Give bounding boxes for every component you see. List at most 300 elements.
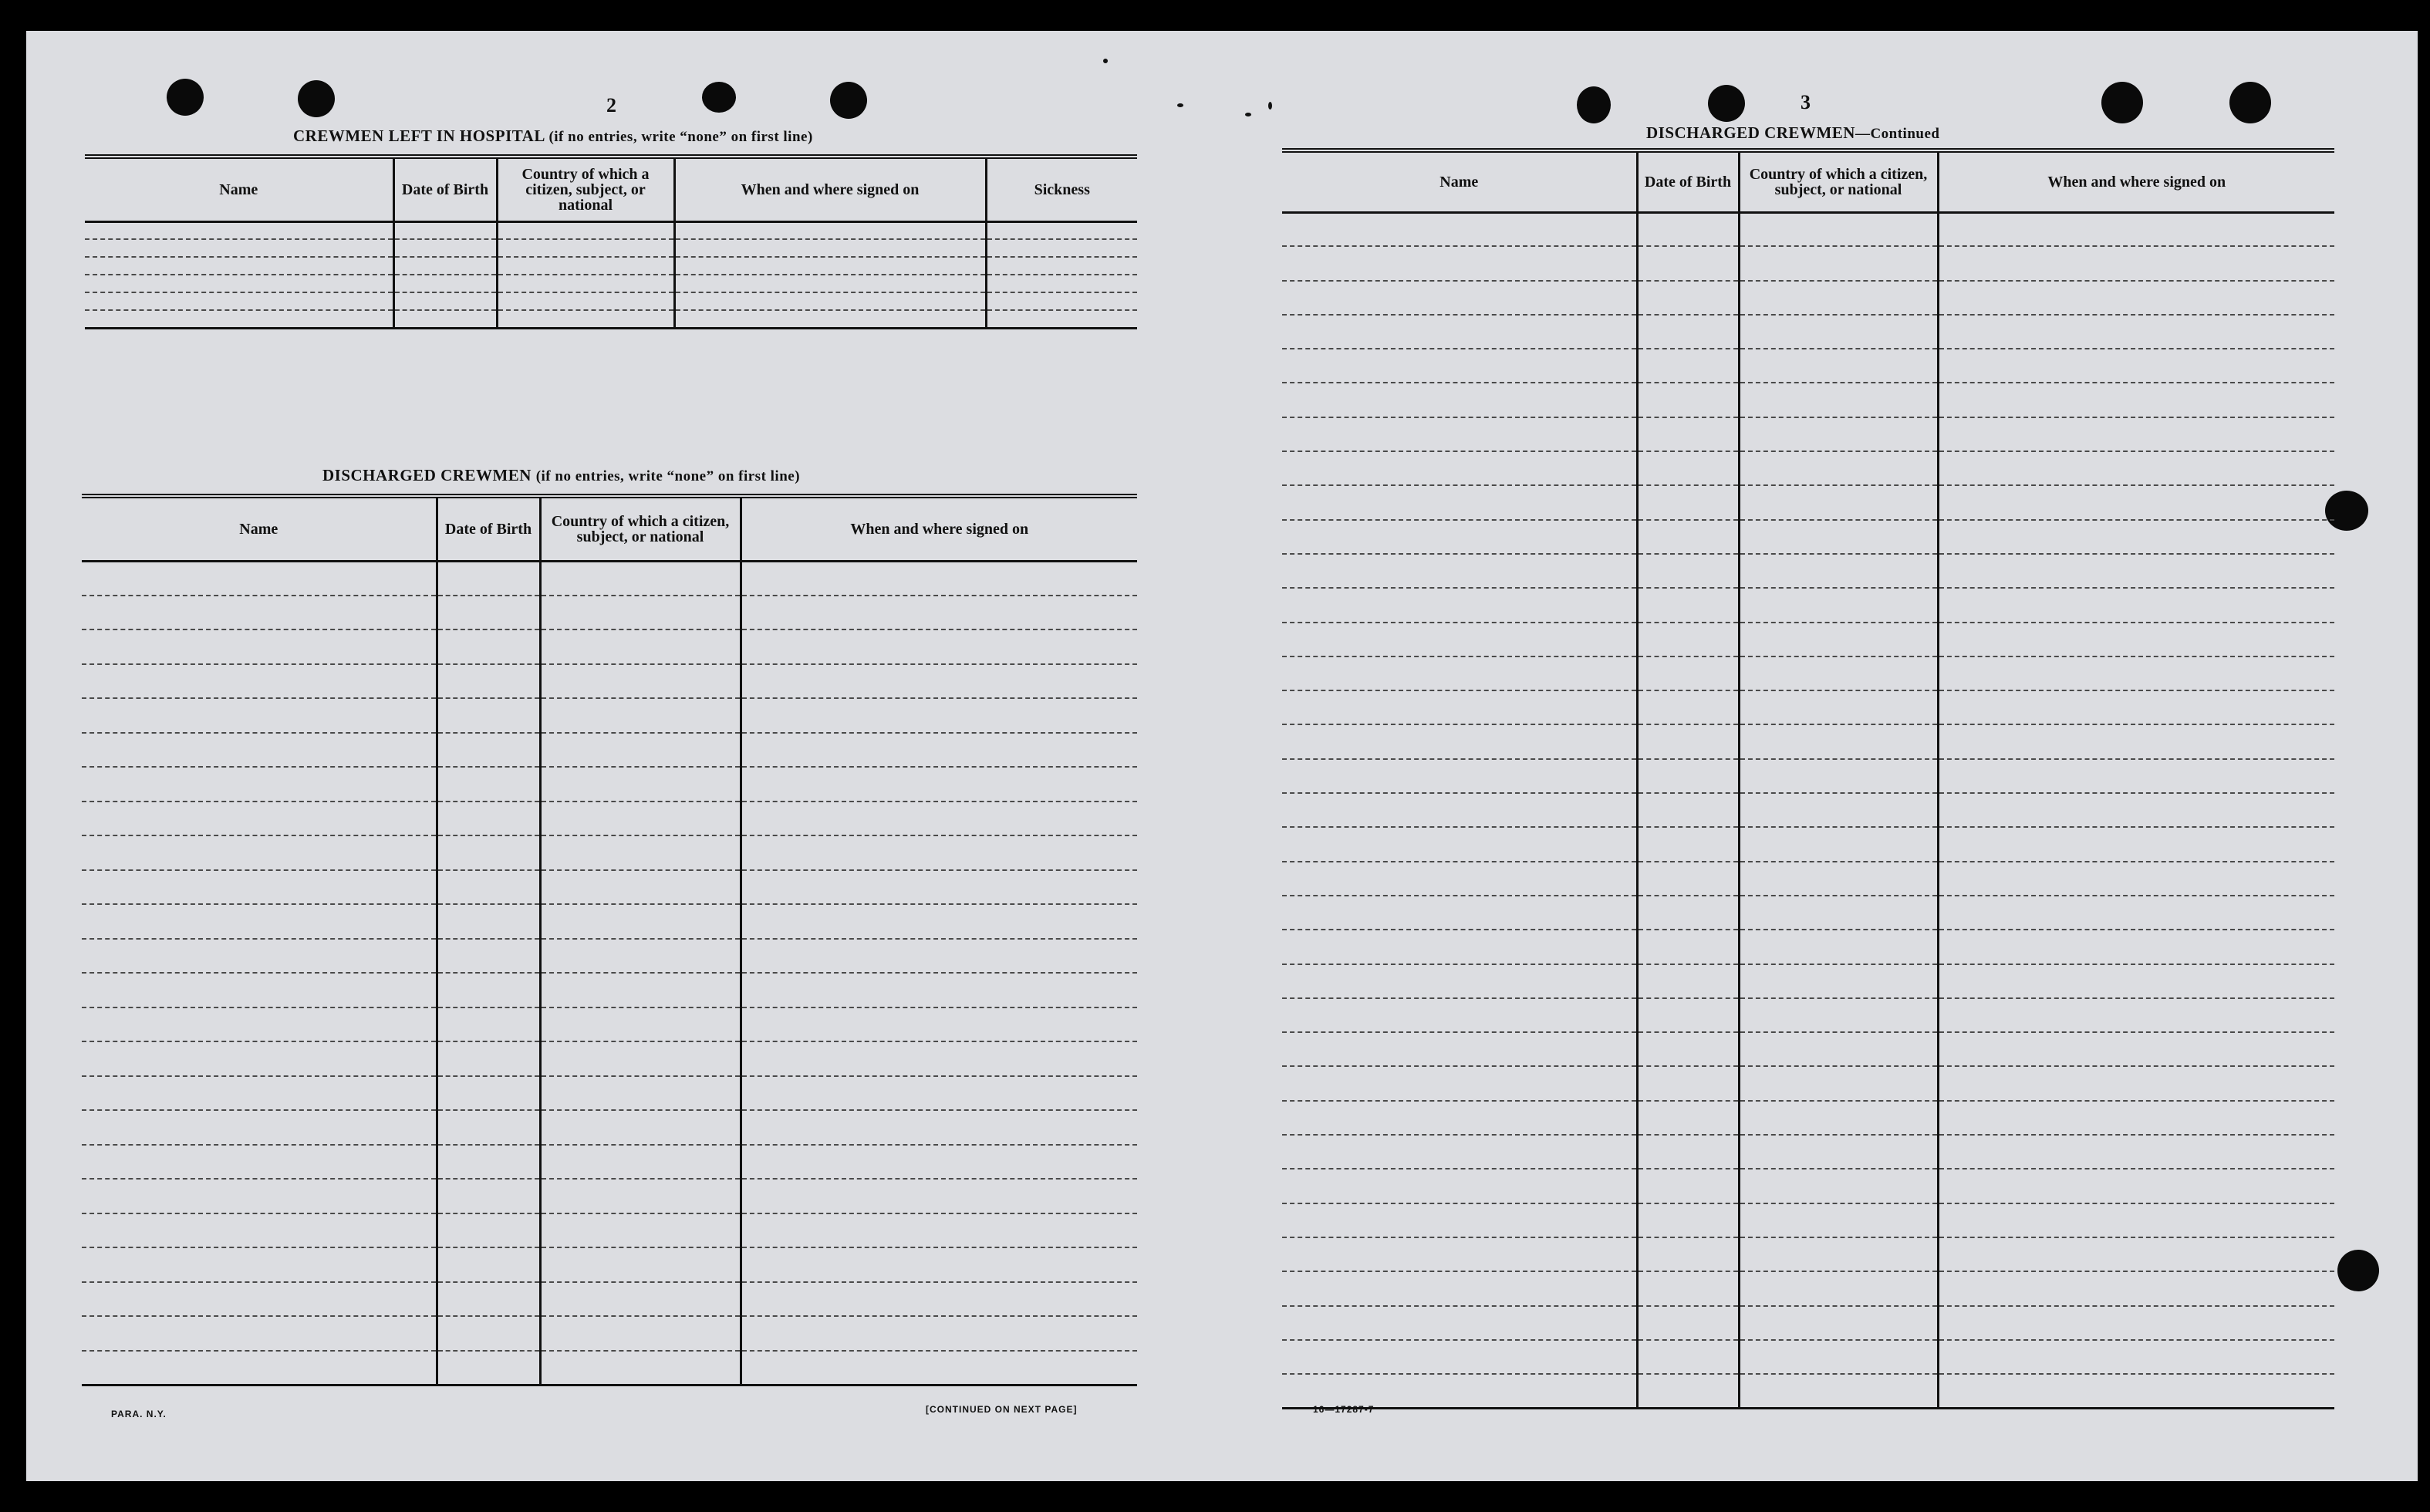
blank-cell <box>393 275 497 292</box>
blank-cell <box>82 1282 437 1317</box>
blank-cell <box>1637 383 1739 417</box>
discharged-row <box>82 767 1137 802</box>
blank-cell <box>82 1007 437 1042</box>
blank-cell <box>497 257 674 275</box>
hospital-title-note: (if no entries, write “none” on first line) <box>548 129 813 145</box>
discharged-row <box>82 973 1137 1007</box>
blank-cell <box>85 239 393 257</box>
blank-cell <box>1637 964 1739 998</box>
blank-cell <box>741 1041 1137 1076</box>
blank-cell <box>497 221 674 239</box>
continued-row <box>1282 588 2334 622</box>
punch-hole <box>2101 82 2143 123</box>
blank-cell <box>741 1282 1137 1317</box>
continued-col-dob: Date of Birth <box>1637 150 1739 212</box>
continued-row <box>1282 930 2334 964</box>
blank-cell <box>986 292 1137 310</box>
blank-cell <box>82 1351 437 1385</box>
blank-cell <box>741 767 1137 802</box>
continued-col-country: Country of which a citizen, subject, or national <box>1739 150 1938 212</box>
blank-cell <box>1637 554 1739 588</box>
blank-cell <box>1637 485 1739 519</box>
blank-cell <box>497 292 674 310</box>
blank-cell <box>1282 1135 1637 1169</box>
continued-title-suffix: —Continued <box>1855 126 1940 142</box>
punch-hole <box>167 79 204 116</box>
blank-cell <box>540 1247 741 1282</box>
blank-cell <box>1637 520 1739 554</box>
blank-cell <box>540 767 741 802</box>
blank-cell <box>82 1247 437 1282</box>
blank-cell <box>1282 1101 1637 1135</box>
discharged-title-note: (if no entries, write “none” on first line) <box>535 468 801 484</box>
blank-cell <box>1739 1066 1938 1100</box>
blank-cell <box>82 802 437 836</box>
blank-cell <box>741 629 1137 664</box>
continued-row <box>1282 417 2334 451</box>
blank-cell <box>1282 827 1637 861</box>
blank-cell <box>1282 690 1637 724</box>
blank-cell <box>1637 724 1739 758</box>
hospital-col-sickness: Sickness <box>986 157 1137 221</box>
discharged-table <box>82 494 1137 1386</box>
blank-cell <box>540 904 741 939</box>
blank-cell <box>1637 349 1739 383</box>
discharged-row <box>82 835 1137 870</box>
hospital-col-signed-on: When and where signed on <box>674 157 986 221</box>
blank-cell <box>1637 827 1739 861</box>
blank-cell <box>1282 349 1637 383</box>
discharged-row <box>82 1110 1137 1145</box>
discharged-col-signed-on: When and where signed on <box>741 496 1137 561</box>
blank-cell <box>85 257 393 275</box>
blank-cell <box>1938 1306 2334 1340</box>
hospital-title-text: CREWMEN LEFT IN HOSPITAL <box>293 127 545 145</box>
continued-row <box>1282 383 2334 417</box>
blank-cell <box>741 1110 1137 1145</box>
blank-cell <box>540 629 741 664</box>
blank-cell <box>1739 1032 1938 1066</box>
discharged-row <box>82 1179 1137 1213</box>
blank-cell <box>1938 827 2334 861</box>
blank-cell <box>1938 1066 2334 1100</box>
discharged-row <box>82 1213 1137 1248</box>
blank-cell <box>82 870 437 905</box>
blank-cell <box>1739 383 1938 417</box>
hospital-row <box>85 275 1137 292</box>
continued-row <box>1282 520 2334 554</box>
blank-cell <box>540 664 741 699</box>
blank-cell <box>1938 485 2334 519</box>
punch-hole <box>298 80 335 117</box>
blank-cell <box>540 733 741 768</box>
blank-cell <box>82 1316 437 1351</box>
hospital-row <box>85 221 1137 239</box>
blank-cell <box>1739 417 1938 451</box>
hospital-col-name: Name <box>85 157 393 221</box>
blank-cell <box>1637 1101 1739 1135</box>
blank-cell <box>1637 759 1739 793</box>
blank-cell <box>393 239 497 257</box>
blank-cell <box>1938 588 2334 622</box>
blank-cell <box>1739 759 1938 793</box>
blank-cell <box>1938 1237 2334 1271</box>
blank-cell <box>1637 896 1739 930</box>
hospital-table <box>85 154 1137 329</box>
blank-cell <box>1637 417 1739 451</box>
blank-cell <box>85 292 393 310</box>
blank-cell <box>1938 964 2334 998</box>
blank-cell <box>1938 724 2334 758</box>
continued-col-name: Name <box>1282 150 1637 212</box>
blank-cell <box>82 698 437 733</box>
blank-cell <box>437 561 540 596</box>
blank-cell <box>82 973 437 1007</box>
blank-cell <box>1637 1032 1739 1066</box>
blank-cell <box>437 835 540 870</box>
blank-cell <box>1938 656 2334 690</box>
blank-cell <box>82 1179 437 1213</box>
dust-speck <box>1103 59 1108 63</box>
blank-cell <box>1282 383 1637 417</box>
discharged-row <box>82 1316 1137 1351</box>
form-sheet <box>26 31 2418 1481</box>
blank-cell <box>82 767 437 802</box>
blank-cell <box>1739 998 1938 1032</box>
blank-cell <box>1637 315 1739 349</box>
blank-cell <box>437 596 540 630</box>
blank-cell <box>1938 1374 2334 1408</box>
blank-cell <box>540 1213 741 1248</box>
blank-cell <box>1637 793 1739 827</box>
punch-hole <box>1708 85 1745 122</box>
blank-cell <box>1282 1203 1637 1237</box>
blank-cell <box>437 1213 540 1248</box>
blank-cell <box>1739 349 1938 383</box>
punch-hole <box>830 82 867 119</box>
continued-row <box>1282 896 2334 930</box>
blank-cell <box>1739 1306 1938 1340</box>
blank-cell <box>1938 212 2334 246</box>
blank-cell <box>1282 724 1637 758</box>
blank-cell <box>1938 759 2334 793</box>
blank-cell <box>1938 1169 2334 1203</box>
blank-cell <box>1637 1271 1739 1305</box>
blank-cell <box>82 1213 437 1248</box>
blank-cell <box>1282 930 1637 964</box>
blank-cell <box>741 1213 1137 1248</box>
blank-cell <box>540 698 741 733</box>
blank-cell <box>1282 1169 1637 1203</box>
continued-row <box>1282 862 2334 896</box>
blank-cell <box>1637 1066 1739 1100</box>
punch-hole <box>2229 82 2271 123</box>
blank-cell <box>1739 930 1938 964</box>
blank-cell <box>741 664 1137 699</box>
blank-cell <box>1938 1032 2334 1066</box>
blank-cell <box>741 1247 1137 1282</box>
blank-cell <box>437 802 540 836</box>
blank-cell <box>1938 1271 2334 1305</box>
blank-cell <box>1938 349 2334 383</box>
blank-cell <box>437 1247 540 1282</box>
blank-cell <box>1637 588 1739 622</box>
punch-hole <box>702 82 736 113</box>
blank-cell <box>1282 520 1637 554</box>
continued-row <box>1282 1066 2334 1100</box>
blank-cell <box>1938 623 2334 656</box>
footer-printer: PARA. N.Y. <box>111 1409 167 1419</box>
continued-row <box>1282 1237 2334 1271</box>
blank-cell <box>1282 246 1637 280</box>
discharged-section-title <box>322 466 800 485</box>
blank-cell <box>540 1282 741 1317</box>
continued-row <box>1282 1340 2334 1374</box>
blank-cell <box>986 310 1137 328</box>
blank-cell <box>1938 246 2334 280</box>
punch-hole <box>1577 86 1611 123</box>
hospital-col-dob: Date of Birth <box>393 157 497 221</box>
continued-row <box>1282 1271 2334 1305</box>
discharged-row <box>82 596 1137 630</box>
blank-cell <box>437 1282 540 1317</box>
continued-row <box>1282 623 2334 656</box>
blank-cell <box>85 310 393 328</box>
blank-cell <box>1739 1271 1938 1305</box>
blank-cell <box>1739 281 1938 315</box>
hospital-row <box>85 239 1137 257</box>
blank-cell <box>1938 1135 2334 1169</box>
blank-cell <box>1637 1169 1739 1203</box>
blank-cell <box>540 802 741 836</box>
blank-cell <box>497 310 674 328</box>
blank-cell <box>1282 1237 1637 1271</box>
blank-cell <box>1282 998 1637 1032</box>
discharged-row <box>82 939 1137 974</box>
blank-cell <box>393 257 497 275</box>
blank-cell <box>540 1041 741 1076</box>
blank-cell <box>85 221 393 239</box>
blank-cell <box>1938 896 2334 930</box>
blank-cell <box>82 664 437 699</box>
blank-cell <box>1637 1203 1739 1237</box>
blank-cell <box>1282 1271 1637 1305</box>
blank-cell <box>540 596 741 630</box>
blank-cell <box>540 973 741 1007</box>
blank-cell <box>1637 1340 1739 1374</box>
blank-cell <box>437 698 540 733</box>
blank-cell <box>1282 451 1637 485</box>
blank-cell <box>1637 281 1739 315</box>
blank-cell <box>540 939 741 974</box>
blank-cell <box>674 310 986 328</box>
blank-cell <box>540 1145 741 1180</box>
blank-cell <box>437 767 540 802</box>
footer-continued: [CONTINUED ON NEXT PAGE] <box>926 1404 1078 1415</box>
blank-cell <box>1282 623 1637 656</box>
continued-row <box>1282 212 2334 246</box>
hospital-row <box>85 257 1137 275</box>
blank-cell <box>1938 417 2334 451</box>
blank-cell <box>1938 383 2334 417</box>
blank-cell <box>540 1179 741 1213</box>
discharged-col-name: Name <box>82 496 437 561</box>
blank-cell <box>1282 588 1637 622</box>
blank-cell <box>1739 1374 1938 1408</box>
discharged-row <box>82 1247 1137 1282</box>
blank-cell <box>1938 1203 2334 1237</box>
blank-cell <box>393 310 497 328</box>
dust-speck <box>1245 113 1251 116</box>
blank-cell <box>1739 1340 1938 1374</box>
blank-cell <box>1739 451 1938 485</box>
page-number: 3 <box>1801 91 1811 113</box>
discharged-row <box>82 1145 1137 1180</box>
blank-cell <box>674 257 986 275</box>
discharged-row <box>82 1282 1137 1317</box>
blank-cell <box>741 596 1137 630</box>
blank-cell <box>1739 554 1938 588</box>
blank-cell <box>1739 1169 1938 1203</box>
blank-cell <box>1637 690 1739 724</box>
blank-cell <box>1282 554 1637 588</box>
page-number: 2 <box>606 94 616 116</box>
continued-row <box>1282 1032 2334 1066</box>
blank-cell <box>437 629 540 664</box>
blank-cell <box>1938 1340 2334 1374</box>
blank-cell <box>1938 451 2334 485</box>
blank-cell <box>82 1145 437 1180</box>
blank-cell <box>82 561 437 596</box>
blank-cell <box>437 870 540 905</box>
blank-cell <box>540 1007 741 1042</box>
blank-cell <box>82 629 437 664</box>
blank-cell <box>540 1316 741 1351</box>
blank-cell <box>1938 862 2334 896</box>
blank-cell <box>741 561 1137 596</box>
blank-cell <box>741 973 1137 1007</box>
continued-row <box>1282 759 2334 793</box>
blank-cell <box>437 1076 540 1111</box>
continued-row <box>1282 1203 2334 1237</box>
discharged-row <box>82 870 1137 905</box>
blank-cell <box>1739 690 1938 724</box>
discharged-row <box>82 1076 1137 1111</box>
discharged-row <box>82 561 1137 596</box>
blank-cell <box>393 221 497 239</box>
blank-cell <box>1637 862 1739 896</box>
blank-cell <box>1739 212 1938 246</box>
blank-cell <box>540 870 741 905</box>
blank-cell <box>1282 1374 1637 1408</box>
blank-cell <box>1282 656 1637 690</box>
discharged-row <box>82 733 1137 768</box>
blank-cell <box>437 973 540 1007</box>
blank-cell <box>540 561 741 596</box>
blank-cell <box>1938 793 2334 827</box>
discharged-row <box>82 904 1137 939</box>
blank-cell <box>497 275 674 292</box>
blank-cell <box>437 1316 540 1351</box>
hospital-row <box>85 310 1137 328</box>
blank-cell <box>437 939 540 974</box>
discharged-title-text: DISCHARGED CREWMEN <box>322 466 532 484</box>
discharged-row <box>82 698 1137 733</box>
blank-cell <box>741 1145 1137 1180</box>
blank-cell <box>1938 520 2334 554</box>
blank-cell <box>1739 1237 1938 1271</box>
blank-cell <box>437 1351 540 1385</box>
blank-cell <box>1637 998 1739 1032</box>
blank-cell <box>674 239 986 257</box>
blank-cell <box>674 275 986 292</box>
blank-cell <box>1938 315 2334 349</box>
blank-cell <box>85 275 393 292</box>
blank-cell <box>741 1007 1137 1042</box>
blank-cell <box>741 870 1137 905</box>
hospital-section-title <box>293 127 813 146</box>
discharged-row <box>82 1351 1137 1385</box>
discharged-row <box>82 664 1137 699</box>
continued-row <box>1282 998 2334 1032</box>
blank-cell <box>82 596 437 630</box>
blank-cell <box>1739 896 1938 930</box>
blank-cell <box>1282 315 1637 349</box>
blank-cell <box>437 664 540 699</box>
blank-cell <box>1739 520 1938 554</box>
blank-cell <box>1938 281 2334 315</box>
blank-cell <box>674 292 986 310</box>
blank-cell <box>437 1007 540 1042</box>
blank-cell <box>1938 554 2334 588</box>
blank-cell <box>1938 998 2334 1032</box>
blank-cell <box>1938 1101 2334 1135</box>
continued-row <box>1282 246 2334 280</box>
continued-table <box>1282 148 2334 1409</box>
blank-cell <box>1739 485 1938 519</box>
blank-cell <box>1739 1203 1938 1237</box>
blank-cell <box>437 1179 540 1213</box>
continued-col-signed-on: When and where signed on <box>1938 150 2334 212</box>
discharged-col-country: Country of which a citizen, subject, or national <box>540 496 741 561</box>
footer-form-number: 16—17287-7 <box>1313 1404 1375 1415</box>
blank-cell <box>741 1076 1137 1111</box>
blank-cell <box>82 939 437 974</box>
blank-cell <box>986 275 1137 292</box>
blank-cell <box>1637 451 1739 485</box>
blank-cell <box>82 835 437 870</box>
blank-cell <box>1282 281 1637 315</box>
blank-cell <box>540 1076 741 1111</box>
blank-cell <box>1739 724 1938 758</box>
blank-cell <box>437 904 540 939</box>
blank-cell <box>540 1351 741 1385</box>
discharged-row <box>82 1007 1137 1042</box>
blank-cell <box>986 257 1137 275</box>
blank-cell <box>1637 1237 1739 1271</box>
blank-cell <box>741 733 1137 768</box>
blank-cell <box>82 1110 437 1145</box>
blank-cell <box>1739 964 1938 998</box>
blank-cell <box>1739 862 1938 896</box>
blank-cell <box>674 221 986 239</box>
blank-cell <box>1739 588 1938 622</box>
continued-row <box>1282 554 2334 588</box>
continued-row <box>1282 281 2334 315</box>
blank-cell <box>1282 793 1637 827</box>
continued-row <box>1282 1306 2334 1340</box>
blank-cell <box>1282 212 1637 246</box>
